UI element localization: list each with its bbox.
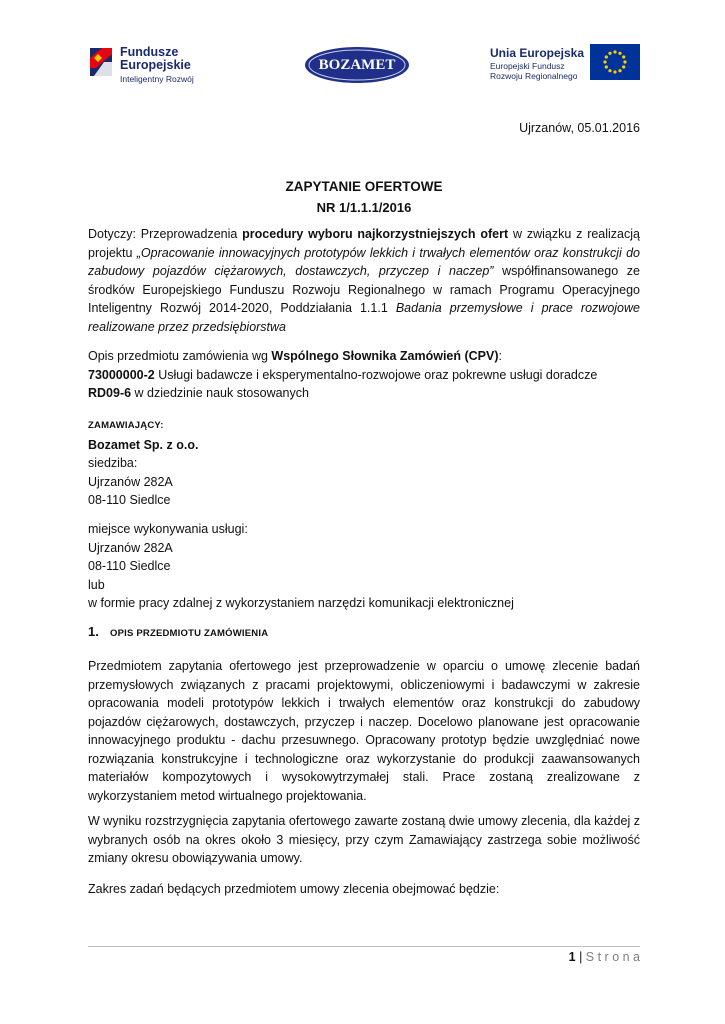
eu-line3-text: Rozwoju Regionalnego xyxy=(490,71,578,81)
cpv-l1-text: Opis przedmiotu zamówienia wg xyxy=(88,349,272,363)
fe-line2: Europejskie xyxy=(120,58,191,72)
body-paragraph-3: Zakres zadań będących przedmiotem umowy zlecenia obejmować będzie: xyxy=(88,882,500,896)
orderer-name: Bozamet Sp. z o.o. xyxy=(88,437,199,452)
orderer-seat-label: siedziba: xyxy=(88,456,138,470)
intro-italic-1: „Opracowanie innowacyjnych prototypów lekkich i trwałych elementów oraz konstrukcji do zabudowy pojazdów ciężarowych, dostawczych, przyczep i naczep” xyxy=(88,245,640,278)
intro-paragraph xyxy=(88,225,640,336)
section-1-number: 1. xyxy=(88,624,99,639)
orderer-block xyxy=(88,417,640,510)
place-remote: w formie pracy zdalnej z wykorzystaniem narzędzi komunikacji elektronicznej xyxy=(88,596,514,610)
cpv-desc-2: w dziedzinie nauk stosowanych xyxy=(131,386,309,400)
footer-separator: | xyxy=(575,950,586,964)
document-number: NR 1/1.1.1/2016 xyxy=(316,200,412,215)
orderer-addr1: Ujrzanów 282A xyxy=(88,474,173,489)
bozamet-logo xyxy=(304,46,410,84)
bozamet-text: BOZAMET xyxy=(318,57,396,73)
cpv-l1-bold: Wspólnego Słownika Zamówień (CPV) xyxy=(271,349,499,363)
eu-line2 xyxy=(490,61,585,81)
fe-line1: Fundusze xyxy=(120,45,179,59)
page-title: ZAPYTANIE OFERTOWE xyxy=(285,179,443,194)
cpv-line-1 xyxy=(88,347,640,366)
fe-flag-icon xyxy=(88,44,114,80)
intro-text-3: współfinansowanego ze środków Europejskiego Funduszu Rozwoju Regionalnego w ramach Programu Operacyjnego Inteligentny Rozwój 2014-2020, Poddziałania 1.1.1 xyxy=(88,264,640,315)
place-label: miejsce wykonywania usługi: xyxy=(88,522,248,536)
cpv-code-1: 73000000-2 xyxy=(88,367,155,382)
cpv-line-3 xyxy=(88,384,640,403)
fe-line3: Inteligentny Rozwój xyxy=(120,74,194,84)
page-footer xyxy=(88,948,640,967)
page-number: 1 xyxy=(568,950,576,964)
place-addr2: 08-110 Siedlce xyxy=(88,559,171,573)
place-addr1: Ujrzanów 282A xyxy=(88,540,173,555)
eu-line2-text: Europejski Fundusz xyxy=(490,61,565,71)
place-block xyxy=(88,520,640,613)
cpv-code-2: RD09-6 xyxy=(88,386,132,400)
fundusze-europejskie-logo xyxy=(88,44,208,84)
eu-flag-icon xyxy=(590,44,640,80)
intro-text-2: w związku z realizacją projektu xyxy=(88,227,640,260)
cpv-line-2 xyxy=(88,366,640,385)
body-paragraph-2: W wyniku rozstrzygnięcia zapytania ofertowego zawarte zostaną dwie umowy zlecenia, dla każdej z wybranych osób na okres około 3 miesięcy, przy czym Zamawiający zastrzega sobie możliwość zmiany okresu obowiązywania umowy. xyxy=(88,814,640,865)
cpv-block xyxy=(88,347,640,403)
footer-label: S t r o n a xyxy=(585,950,640,964)
orderer-addr2: 08-110 Siedlce xyxy=(88,493,171,507)
place-or: lub xyxy=(88,577,105,592)
intro-italic-2: Badania przemysłowe i prace rozwojowe realizowane przez przedsiębiorstwa xyxy=(88,301,640,334)
section-1-title: OPIS PRZEDMIOTU ZAMÓWIENIA xyxy=(110,628,269,639)
footer-divider xyxy=(88,946,640,947)
cpv-l1-colon: : xyxy=(498,349,503,363)
unia-europejska-logo xyxy=(490,44,640,84)
body-paragraph-1: Przedmiotem zapytania ofertowego jest przeprowadzenie w oparciu o umowę zlecenie badań przemysłowych związanych z pracami projektowymi, obliczeniowymi i badawczymi w zakresie opracowania modeli prototypów lekkich i trwałych elementów oraz konstrukcji do zabudowy pojazdów ciężarowych, dostawczych, przyczep i naczep. Docelowo planowane jest opracowanie innowacyjnego produktu - dachu przesuwnego. Opracowany prototyp będzie uwzględniać nowe rozwiązania konstrukcyjne i technologiczne oraz wykorzystanie do produkcji zaawansowanych materiałów kompozytowych i wysokowytrzymałej stali. Prace zostaną zrealizowane z wykorzystaniem metod wirtualnego projektowania. xyxy=(88,659,640,803)
eu-line1: Unia Europejska xyxy=(490,46,585,60)
orderer-heading: ZAMAWIAJĄCY: xyxy=(88,420,164,431)
intro-text-1: Dotyczy: Przeprowadzenia xyxy=(88,227,243,241)
intro-bold-1: procedury wyboru najkorzystniejszych ofert xyxy=(242,227,509,241)
date-line: Ujrzanów, 05.01.2016 xyxy=(519,121,640,135)
section-1-heading xyxy=(88,623,640,644)
cpv-desc-1: Usługi badawcze i eksperymentalno-rozwojowe oraz pokrewne usługi doradcze xyxy=(154,367,598,382)
